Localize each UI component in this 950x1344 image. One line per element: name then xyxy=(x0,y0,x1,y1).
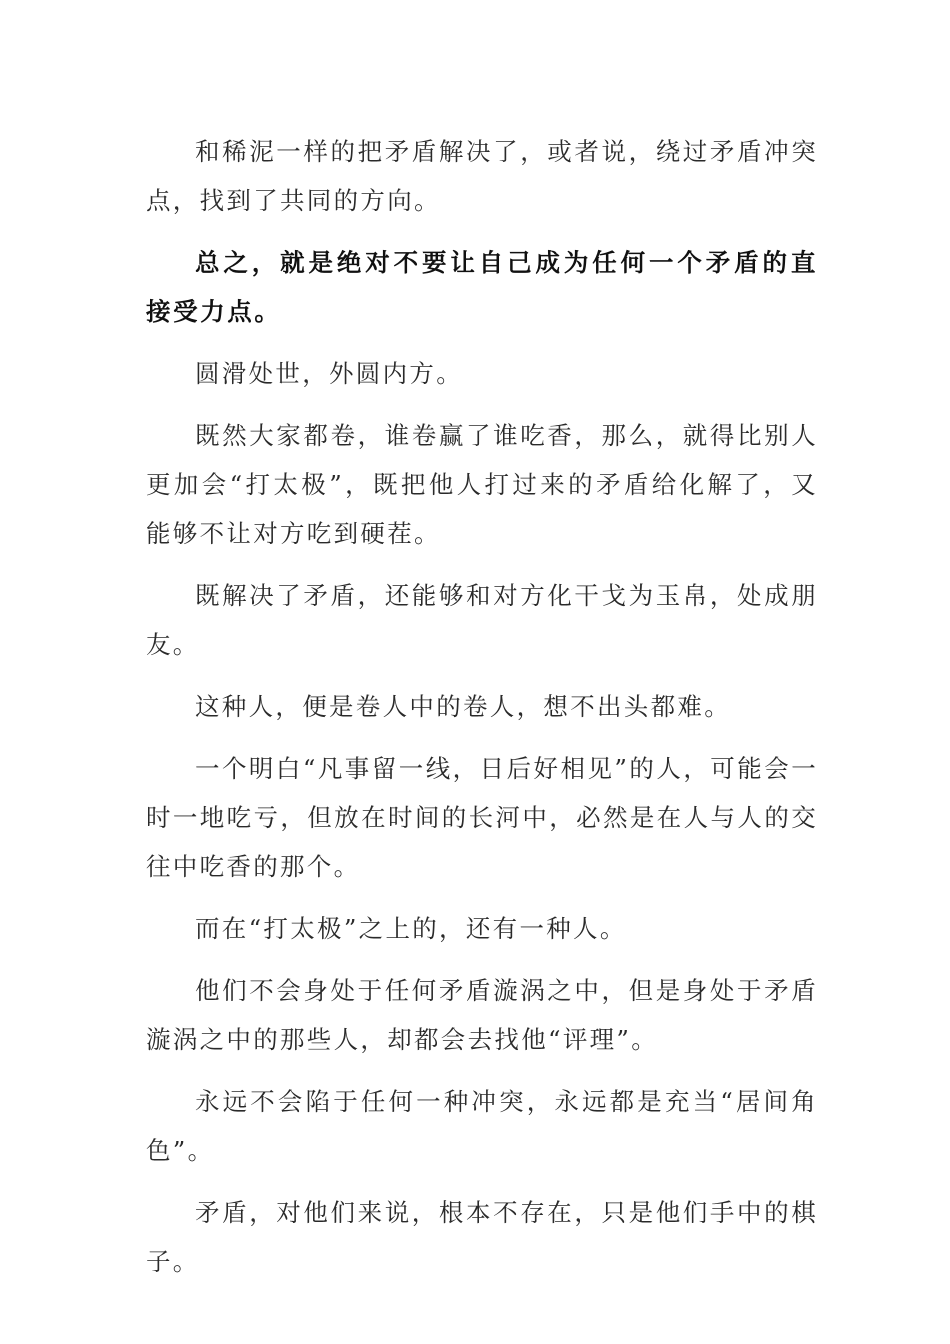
paragraph-8: 而在“打太极”之上的，还有一种人。 xyxy=(195,914,627,943)
paragraph-9: 他们不会身处于任何矛盾漩涡之中，但是身处于矛盾漩涡之中的那些人，却都会去找他“评理”。 xyxy=(146,976,818,1054)
paragraph-3: 圆滑处世，外圆内方。 xyxy=(195,359,463,388)
paragraph-7: 一个明白“凡事留一线，日后好相见”的人，可能会一时一地吃亏，但放在时间的长河中，必然是在人与人的交往中吃香的那个。 xyxy=(146,754,818,881)
paragraph-5: 既解决了矛盾，还能够和对方化干戈为玉帛，处成朋友。 xyxy=(146,581,818,659)
paragraph-4: 既然大家都卷，谁卷赢了谁吃香，那么，就得比别人更加会“打太极”，既把他人打过来的矛盾给化解了，又能够不让对方吃到硬茬。 xyxy=(146,421,818,548)
paragraph-2-emphasis: 总之，就是绝对不要让自己成为任何一个矛盾的直接受力点。 xyxy=(146,248,818,326)
paragraph-1: 和稀泥一样的把矛盾解决了，或者说，绕过矛盾冲突点，找到了共同的方向。 xyxy=(146,137,818,215)
article-body xyxy=(146,127,818,1299)
paragraph-10: 永远不会陷于任何一种冲突，永远都是充当“居间角色”。 xyxy=(146,1087,818,1165)
paragraph-11: 矛盾，对他们来说，根本不存在，只是他们手中的棋子。 xyxy=(146,1198,818,1276)
paragraph-6: 这种人，便是卷人中的卷人，想不出头都难。 xyxy=(195,692,731,721)
